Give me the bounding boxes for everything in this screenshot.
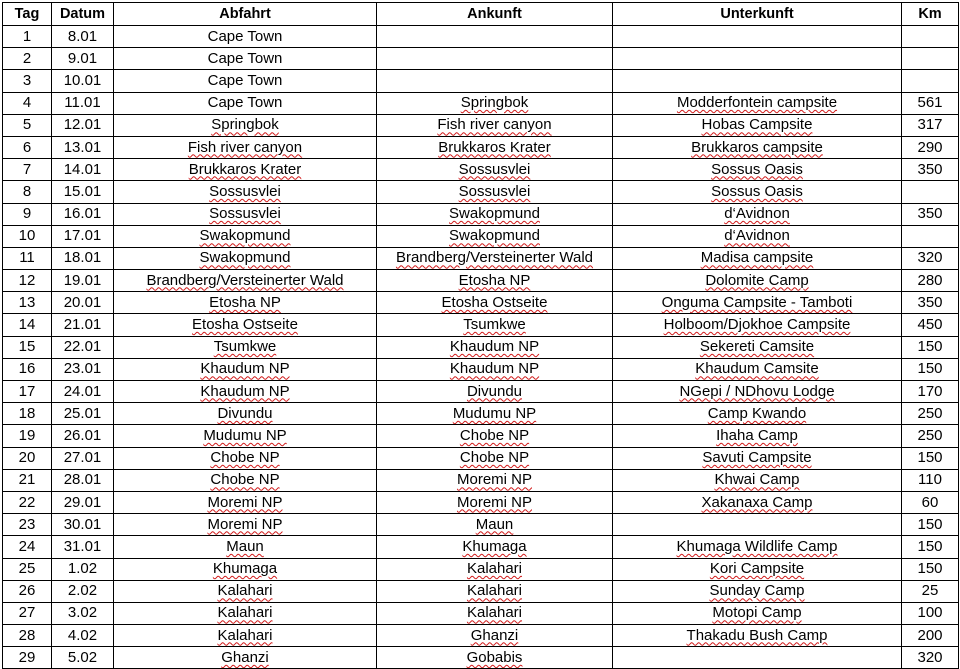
cell-datum: 2.02	[52, 580, 114, 602]
cell-tag: 12	[3, 270, 52, 292]
cell-datum: 19.01	[52, 270, 114, 292]
cell-datum: 17.01	[52, 225, 114, 247]
cell-unterkunft: NGepi / NDhovu Lodge	[613, 381, 902, 403]
cell-ankunft: Gobabis	[377, 647, 613, 669]
cell-tag: 9	[3, 203, 52, 225]
cell-km: 100	[902, 602, 959, 624]
cell-abfahrt: Swakopmund	[114, 247, 377, 269]
cell-abfahrt: Etosha NP	[114, 292, 377, 314]
cell-ankunft: Brandberg/Versteinerter Wald	[377, 247, 613, 269]
cell-ankunft	[377, 48, 613, 70]
table-row	[3, 26, 959, 48]
cell-ankunft	[377, 70, 613, 92]
cell-km	[902, 48, 959, 70]
cell-ankunft: Maun	[377, 514, 613, 536]
cell-abfahrt: Kalahari	[114, 602, 377, 624]
cell-ankunft: Chobe NP	[377, 447, 613, 469]
cell-unterkunft: Khaudum Camsite	[613, 358, 902, 380]
table-row	[3, 514, 959, 536]
cell-km: 25	[902, 580, 959, 602]
cell-km	[902, 70, 959, 92]
cell-abfahrt: Khaudum NP	[114, 358, 377, 380]
cell-datum: 22.01	[52, 336, 114, 358]
cell-km: 60	[902, 491, 959, 513]
cell-tag: 17	[3, 381, 52, 403]
cell-abfahrt: Maun	[114, 536, 377, 558]
table-row	[3, 114, 959, 136]
cell-datum: 14.01	[52, 159, 114, 181]
cell-abfahrt: Khumaga	[114, 558, 377, 580]
table-row	[3, 558, 959, 580]
header-unterkunft: Unterkunft	[613, 3, 902, 26]
cell-ankunft: Sossusvlei	[377, 181, 613, 203]
cell-ankunft: Divundu	[377, 381, 613, 403]
cell-tag: 8	[3, 181, 52, 203]
cell-abfahrt: Kalahari	[114, 625, 377, 647]
cell-ankunft: Moremi NP	[377, 491, 613, 513]
cell-datum: 20.01	[52, 292, 114, 314]
header-row	[3, 3, 959, 26]
cell-unterkunft	[613, 48, 902, 70]
cell-datum: 11.01	[52, 92, 114, 114]
header-tag: Tag	[3, 3, 52, 26]
cell-unterkunft: d‘Avidnon	[613, 225, 902, 247]
cell-datum: 25.01	[52, 403, 114, 425]
cell-unterkunft	[613, 26, 902, 48]
cell-datum: 31.01	[52, 536, 114, 558]
table-row	[3, 602, 959, 624]
cell-unterkunft	[613, 70, 902, 92]
table-row	[3, 381, 959, 403]
cell-tag: 25	[3, 558, 52, 580]
cell-unterkunft: Ihaha Camp	[613, 425, 902, 447]
cell-km: 200	[902, 625, 959, 647]
cell-datum: 16.01	[52, 203, 114, 225]
cell-ankunft: Kalahari	[377, 580, 613, 602]
cell-ankunft: Khumaga	[377, 536, 613, 558]
cell-ankunft: Khaudum NP	[377, 358, 613, 380]
cell-datum: 5.02	[52, 647, 114, 669]
cell-abfahrt: Swakopmund	[114, 225, 377, 247]
cell-abfahrt: Brandberg/Versteinerter Wald	[114, 270, 377, 292]
table-row	[3, 536, 959, 558]
cell-km: 317	[902, 114, 959, 136]
cell-datum: 28.01	[52, 469, 114, 491]
cell-km: 250	[902, 425, 959, 447]
cell-ankunft	[377, 26, 613, 48]
cell-km: 350	[902, 203, 959, 225]
cell-abfahrt: Fish river canyon	[114, 136, 377, 158]
cell-datum: 1.02	[52, 558, 114, 580]
table-row	[3, 336, 959, 358]
cell-km: 170	[902, 381, 959, 403]
table-row	[3, 181, 959, 203]
cell-abfahrt: Sossusvlei	[114, 203, 377, 225]
cell-km: 290	[902, 136, 959, 158]
cell-km: 450	[902, 314, 959, 336]
cell-tag: 4	[3, 92, 52, 114]
table-row	[3, 136, 959, 158]
cell-abfahrt: Kalahari	[114, 580, 377, 602]
cell-tag: 24	[3, 536, 52, 558]
itinerary-table	[2, 2, 959, 669]
cell-ankunft: Kalahari	[377, 558, 613, 580]
header-datum: Datum	[52, 3, 114, 26]
cell-abfahrt: Tsumkwe	[114, 336, 377, 358]
table-row	[3, 92, 959, 114]
cell-datum: 4.02	[52, 625, 114, 647]
cell-km: 150	[902, 447, 959, 469]
cell-tag: 14	[3, 314, 52, 336]
cell-ankunft: Tsumkwe	[377, 314, 613, 336]
cell-unterkunft: Khwai Camp	[613, 469, 902, 491]
cell-ankunft: Khaudum NP	[377, 336, 613, 358]
cell-datum: 8.01	[52, 26, 114, 48]
cell-abfahrt: Springbok	[114, 114, 377, 136]
cell-datum: 21.01	[52, 314, 114, 336]
cell-tag: 28	[3, 625, 52, 647]
cell-ankunft: Moremi NP	[377, 469, 613, 491]
cell-tag: 10	[3, 225, 52, 247]
cell-unterkunft: Dolomite Camp	[613, 270, 902, 292]
cell-datum: 9.01	[52, 48, 114, 70]
cell-tag: 26	[3, 580, 52, 602]
table-row	[3, 203, 959, 225]
table-row	[3, 292, 959, 314]
cell-unterkunft: Camp Kwando	[613, 403, 902, 425]
cell-datum: 24.01	[52, 381, 114, 403]
cell-tag: 29	[3, 647, 52, 669]
cell-tag: 2	[3, 48, 52, 70]
cell-unterkunft	[613, 647, 902, 669]
cell-tag: 27	[3, 602, 52, 624]
cell-tag: 6	[3, 136, 52, 158]
header-abfahrt: Abfahrt	[114, 3, 377, 26]
cell-km: 280	[902, 270, 959, 292]
cell-abfahrt: Cape Town	[114, 70, 377, 92]
cell-abfahrt: Chobe NP	[114, 469, 377, 491]
table-row	[3, 647, 959, 669]
cell-tag: 18	[3, 403, 52, 425]
cell-km	[902, 181, 959, 203]
cell-ankunft: Etosha NP	[377, 270, 613, 292]
cell-datum: 30.01	[52, 514, 114, 536]
cell-datum: 12.01	[52, 114, 114, 136]
table-row	[3, 425, 959, 447]
cell-km: 110	[902, 469, 959, 491]
cell-abfahrt: Khaudum NP	[114, 381, 377, 403]
cell-tag: 1	[3, 26, 52, 48]
cell-datum: 29.01	[52, 491, 114, 513]
cell-ankunft: Springbok	[377, 92, 613, 114]
cell-abfahrt: Cape Town	[114, 26, 377, 48]
cell-abfahrt: Etosha Ostseite	[114, 314, 377, 336]
cell-unterkunft: Brukkaros campsite	[613, 136, 902, 158]
cell-abfahrt: Divundu	[114, 403, 377, 425]
cell-km: 561	[902, 92, 959, 114]
cell-tag: 21	[3, 469, 52, 491]
cell-ankunft: Fish river canyon	[377, 114, 613, 136]
cell-unterkunft: Thakadu Bush Camp	[613, 625, 902, 647]
cell-ankunft: Sossusvlei	[377, 159, 613, 181]
cell-tag: 22	[3, 491, 52, 513]
cell-unterkunft: Sossus Oasis	[613, 181, 902, 203]
cell-unterkunft: Hobas Campsite	[613, 114, 902, 136]
cell-abfahrt: Moremi NP	[114, 491, 377, 513]
cell-tag: 16	[3, 358, 52, 380]
cell-unterkunft: Motopi Camp	[613, 602, 902, 624]
cell-unterkunft	[613, 514, 902, 536]
cell-unterkunft: Khumaga Wildlife Camp	[613, 536, 902, 558]
cell-abfahrt: Chobe NP	[114, 447, 377, 469]
table-row	[3, 625, 959, 647]
cell-tag: 11	[3, 247, 52, 269]
cell-unterkunft: Kori Campsite	[613, 558, 902, 580]
table-row	[3, 48, 959, 70]
cell-datum: 26.01	[52, 425, 114, 447]
cell-tag: 15	[3, 336, 52, 358]
cell-datum: 13.01	[52, 136, 114, 158]
cell-km: 150	[902, 358, 959, 380]
cell-unterkunft: Sossus Oasis	[613, 159, 902, 181]
cell-datum: 27.01	[52, 447, 114, 469]
header-ankunft: Ankunft	[377, 3, 613, 26]
cell-tag: 7	[3, 159, 52, 181]
table-row	[3, 469, 959, 491]
cell-ankunft: Ghanzi	[377, 625, 613, 647]
cell-unterkunft: Onguma Campsite - Tamboti	[613, 292, 902, 314]
table-row	[3, 247, 959, 269]
cell-ankunft: Kalahari	[377, 602, 613, 624]
cell-abfahrt: Mudumu NP	[114, 425, 377, 447]
cell-km: 350	[902, 292, 959, 314]
cell-abfahrt: Cape Town	[114, 48, 377, 70]
cell-ankunft: Mudumu NP	[377, 403, 613, 425]
cell-ankunft: Swakopmund	[377, 203, 613, 225]
table-row	[3, 225, 959, 247]
cell-km: 350	[902, 159, 959, 181]
cell-unterkunft: Savuti Campsite	[613, 447, 902, 469]
cell-datum: 10.01	[52, 70, 114, 92]
cell-datum: 23.01	[52, 358, 114, 380]
table-row	[3, 403, 959, 425]
table-row	[3, 580, 959, 602]
cell-tag: 13	[3, 292, 52, 314]
cell-datum: 3.02	[52, 602, 114, 624]
cell-datum: 18.01	[52, 247, 114, 269]
cell-km: 150	[902, 514, 959, 536]
table-row	[3, 159, 959, 181]
cell-tag: 19	[3, 425, 52, 447]
cell-km: 250	[902, 403, 959, 425]
cell-ankunft: Brukkaros Krater	[377, 136, 613, 158]
cell-unterkunft: Sekereti Camsite	[613, 336, 902, 358]
cell-abfahrt: Brukkaros Krater	[114, 159, 377, 181]
cell-unterkunft: Sunday Camp	[613, 580, 902, 602]
cell-abfahrt: Moremi NP	[114, 514, 377, 536]
cell-km: 150	[902, 558, 959, 580]
table-row	[3, 70, 959, 92]
cell-tag: 3	[3, 70, 52, 92]
cell-km: 320	[902, 247, 959, 269]
cell-km: 150	[902, 336, 959, 358]
cell-km	[902, 225, 959, 247]
table-row	[3, 491, 959, 513]
cell-datum: 15.01	[52, 181, 114, 203]
cell-abfahrt: Ghanzi	[114, 647, 377, 669]
cell-tag: 23	[3, 514, 52, 536]
table-body	[3, 26, 959, 669]
cell-unterkunft: Modderfontein campsite	[613, 92, 902, 114]
cell-unterkunft: Holboom/Djokhoe Campsite	[613, 314, 902, 336]
table-row	[3, 358, 959, 380]
cell-tag: 5	[3, 114, 52, 136]
cell-km: 320	[902, 647, 959, 669]
cell-unterkunft: Madisa campsite	[613, 247, 902, 269]
cell-abfahrt: Cape Town	[114, 92, 377, 114]
header-km: Km	[902, 3, 959, 26]
table-row	[3, 314, 959, 336]
cell-tag: 20	[3, 447, 52, 469]
cell-abfahrt: Sossusvlei	[114, 181, 377, 203]
cell-ankunft: Etosha Ostseite	[377, 292, 613, 314]
cell-ankunft: Chobe NP	[377, 425, 613, 447]
cell-km: 150	[902, 536, 959, 558]
cell-unterkunft: Xakanaxa Camp	[613, 491, 902, 513]
cell-km	[902, 26, 959, 48]
cell-ankunft: Swakopmund	[377, 225, 613, 247]
cell-unterkunft: d‘Avidnon	[613, 203, 902, 225]
table-row	[3, 447, 959, 469]
table-row	[3, 270, 959, 292]
